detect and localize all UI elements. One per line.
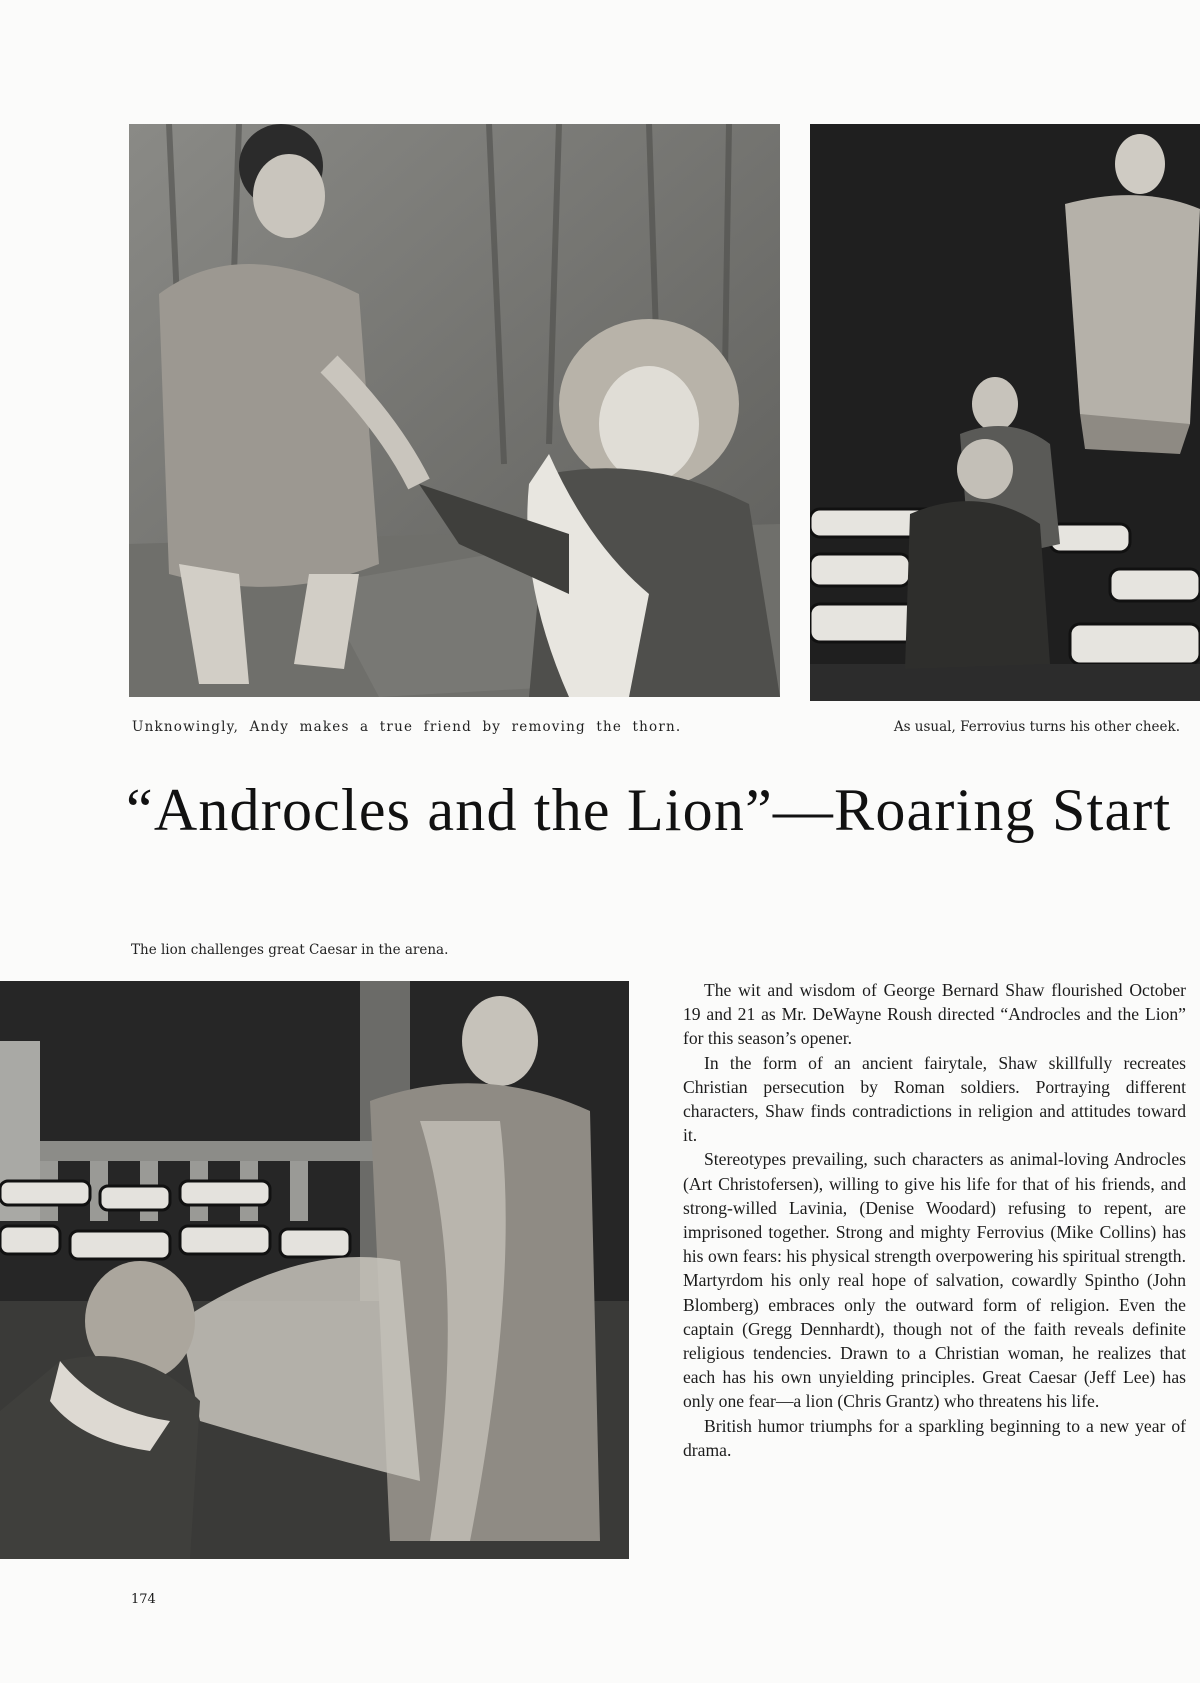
article-body — [683, 978, 1186, 1462]
photo-ferrovius — [810, 124, 1200, 701]
article-paragraph: In the form of an ancient fairytale, Shaw skillfully recreates Christian persecution by Roman soldiers. Portraying different characters, Shaw finds contradictions in religion and attitudes toward it. — [683, 1052, 1186, 1146]
article-paragraph: Stereotypes prevailing, such characters as animal-loving Androcles (Art Christofersen), willing to give his life for that of his friends, and strong-willed Lavinia, (Denise Woodard) refusing to repent, are imprisoned together. Strong and mighty Ferrovius (Mike Collins) has his own fears: his physical strength overpowering his spiritual strength. Martyrdom his only real hope of salvation, cowardly Spintho (John Blomberg) embraces only the outward form of religion. Even the captain (Gregg Dennhardt), though not of the faith reveals definite religious tendencies. Drawn to a Christian woman, he realizes that each has his own unyielding principles. Great Caesar (Jeff Lee) has only one fear—a lion (Chris Grantz) who threatens his life. — [683, 1149, 1186, 1412]
photo-caption: The lion challenges great Caesar in the arena. — [131, 942, 449, 958]
photo-caption: Unknowingly, Andy makes a true friend by removing the thorn. — [132, 719, 682, 735]
photo-androcles-and-lion — [129, 124, 780, 697]
photo-lion-and-caesar — [0, 981, 629, 1559]
article-paragraph: The wit and wisdom of George Bernard Shaw flourished October 19 and 21 as Mr. DeWayne Roush directed “Androcles and the Lion” for this season’s opener. — [683, 980, 1186, 1049]
page-number: 174 — [131, 1592, 156, 1607]
headline: “Androcles and the Lion”—Roaring Start — [126, 777, 1172, 843]
article-paragraph: British humor triumphs for a sparkling beginning to a new year of drama. — [683, 1415, 1186, 1460]
photo-caption: As usual, Ferrovius turns his other cheek. — [893, 719, 1180, 735]
